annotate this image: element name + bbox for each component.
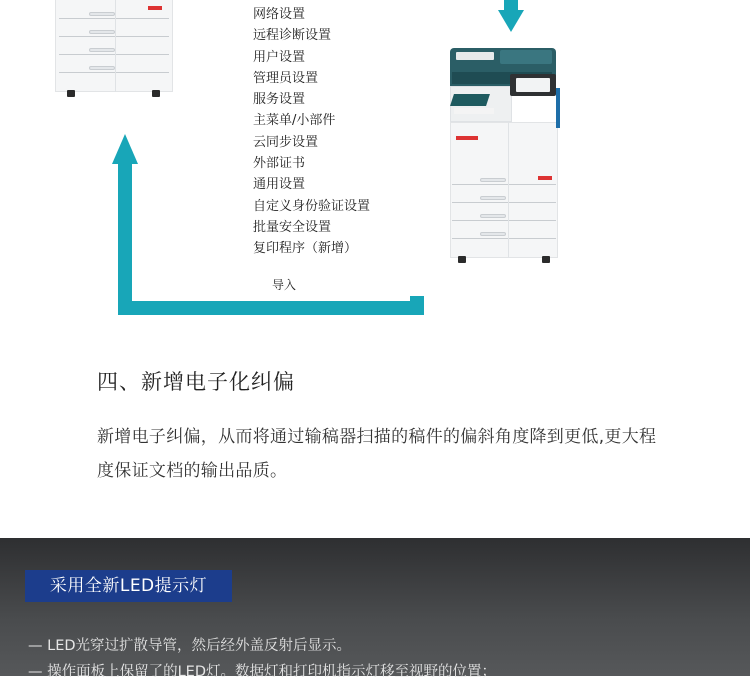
arrow-up-icon <box>112 134 138 164</box>
settings-item: 远程诊断设置 <box>253 28 332 44</box>
section-four-paragraph: 新增电子纠偏，从而将通过输稿器扫描的稿件的偏斜角度降到更低,更大程度保证文档的输出品质。 <box>97 427 657 481</box>
settings-item: 云同步设置 <box>253 134 319 150</box>
flow-line-vertical <box>118 160 132 315</box>
settings-item: 通用设置 <box>253 177 306 193</box>
left-printer-image <box>55 0 173 100</box>
flow-line-stub <box>410 296 424 315</box>
settings-item: 批量安全设置 <box>253 219 332 235</box>
led-bullet: — 操作面板上保留了的LED灯。数据灯和打印机指示灯移至视野的位置； <box>28 664 497 680</box>
settings-item: 服务设置 <box>253 92 306 108</box>
settings-item: 外部证书 <box>253 156 306 172</box>
settings-menu-list <box>253 4 370 260</box>
settings-item: 自定义身份验证设置 <box>253 198 371 214</box>
settings-item: 用户设置 <box>253 49 306 65</box>
led-section-badge: 采用全新LED提示灯 <box>25 570 232 602</box>
settings-item: 主菜单/小部件 <box>253 113 336 129</box>
section-four-heading: 四、新增电子化纠偏 <box>97 370 295 394</box>
settings-item: 管理员设置 <box>253 70 319 86</box>
settings-item: 网络设置 <box>253 7 306 22</box>
import-label: 导入 <box>272 278 297 292</box>
led-section-background <box>0 538 750 676</box>
right-printer-image <box>446 44 564 266</box>
flow-line-horizontal <box>118 301 424 315</box>
settings-item: 复印程序（新增） <box>253 241 358 257</box>
arrow-down-icon <box>498 10 524 32</box>
led-bullet: — LED光穿过扩散导管，然后经外盖反射后显示。 <box>28 638 352 654</box>
